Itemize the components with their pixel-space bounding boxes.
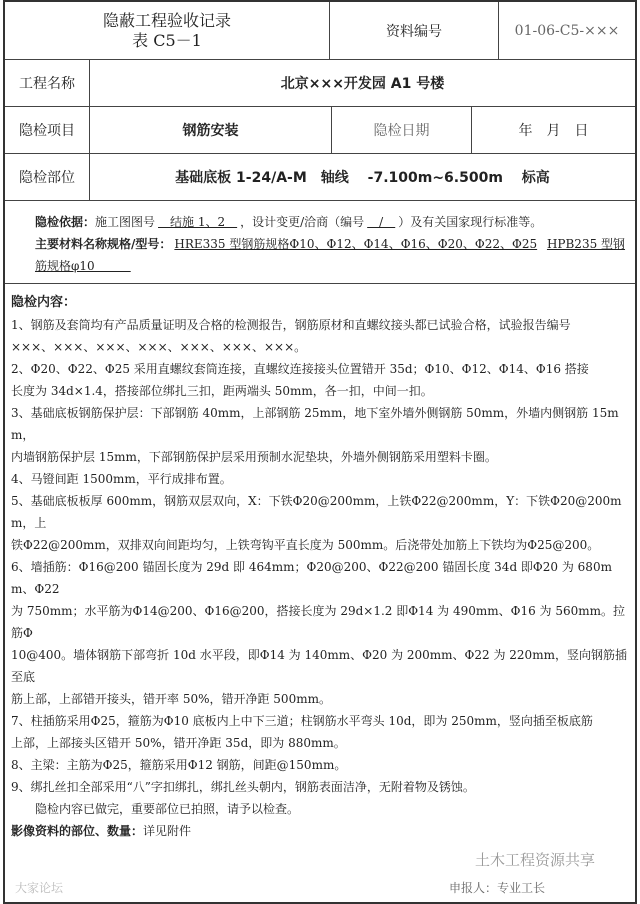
header-row xyxy=(5,2,635,60)
content-line: 5、基础底板板厚 600mm，钢筋双层双向，X：下铁Φ20@200mm，上铁Φ22@200mm，Y：下铁Φ20@200mm，上 xyxy=(11,494,622,530)
basis-label: 隐检依据： xyxy=(35,215,96,229)
date-value: 年 月 日 xyxy=(518,123,589,139)
content-line: 内墙钢筋保护层 15mm，下部钢筋保护层采用预制水泥垫块，外墙外侧钢筋采用塑料卡圈。 xyxy=(11,450,497,464)
doc-no-value: 01-06-C5-××× xyxy=(514,22,620,39)
applicant: 申报人：专业工长 xyxy=(449,881,546,895)
project-label: 工程名称 xyxy=(5,60,90,106)
materials-label: 主要材料名称规格/型号： xyxy=(35,237,172,251)
content-line: 上部，上部接头区错开 50%，错开净距 35d，即为 880mm。 xyxy=(11,736,346,750)
basis-text: 准等。 xyxy=(506,215,543,229)
inspection-record-form xyxy=(3,0,637,904)
basis-text: 施工图图号 xyxy=(95,215,156,229)
content-line: 为 750mm；水平筋为Φ14@200、Φ16@200，搭接长度为 29d×1.2 即Φ14 为 490mm、Φ16 为 560mm。拉筋Φ xyxy=(11,604,626,640)
drawing-no: 结施 1、2 xyxy=(158,215,238,229)
images-label: 影像资料的部位、数量： xyxy=(11,824,144,838)
basis-text: ，设计变更/洽商（编号 xyxy=(240,215,365,229)
title-line2: 表 C5－1 xyxy=(132,30,202,50)
content-line: ×××、×××、×××、×××、×××、×××、×××。 xyxy=(11,340,307,354)
content-line: 2、Φ20、Φ22、Φ25 采用直螺纹套筒连接，直螺纹连接接头位置错开 35d；Φ10、Φ12、Φ14、Φ16 搭接 xyxy=(11,362,589,376)
content-line: 铁Φ22@200mm，双排双向间距均匀，上铁弯钩平直长度为 500mm。后浇带处加筋上下铁均为Φ25@200。 xyxy=(11,538,600,552)
materials-spec: HPB235 型钢筋规格φ10 xyxy=(35,237,626,273)
location-value: 基础底板 1-24/A-M 轴线 -7.100m~6.500m 标高 xyxy=(175,170,550,186)
form-title xyxy=(5,2,330,59)
content-closing: 隐检内容已做完，重要部位已拍照，请予以检查。 xyxy=(35,802,300,816)
content-line: 10@400。墙体钢筋下部弯折 10d 水平段，即Φ14 为 140mm、Φ20 为 200mm、Φ22 为 220mm，竖向钢筋插至底 xyxy=(11,648,627,684)
content-line: 7、柱插筋采用Φ25，箍筋为Φ10 底板内上中下三道；柱钢筋水平弯头 10d，即为 250mm，竖向插至板底筋 xyxy=(11,714,593,728)
materials-line xyxy=(11,233,629,277)
basis-text: ）及有关国家现行标 xyxy=(398,215,507,229)
change-no: / xyxy=(367,215,396,229)
content-line: 筋上部，上部错开接头，错开率 50%，错开净距 500mm。 xyxy=(11,692,331,706)
content-line: 6、墙插筋：Φ16@200 锚固长度为 29d 即 464mm；Φ20@200、Φ22@200 锚固长度 34d 即Φ20 为 680mm、Φ22 xyxy=(11,560,612,596)
item-value: 钢筋安装 xyxy=(90,107,332,153)
content-line: 4、马镫间距 1500mm，平行成排布置。 xyxy=(11,472,232,486)
watermark-left: 大家论坛 xyxy=(15,881,64,895)
content-lines xyxy=(11,314,629,798)
images-line xyxy=(11,820,629,842)
content-line: 3、基础底板钢筋保护层：下部钢筋 40mm，上部钢筋 25mm，地下室外墙外侧钢筋 50mm，外墙内侧钢筋 15mm， xyxy=(11,406,619,442)
location-row xyxy=(5,154,635,201)
content-line: 1、钢筋及套筒均有产品质量证明及合格的检测报告，钢筋原材和直螺纹接头都已试验合格，试验报告编号 xyxy=(11,318,571,332)
doc-no-label: 资料编号 xyxy=(330,2,499,59)
content-label: 隐检内容： xyxy=(11,295,77,310)
content-line: 9、绑扎丝扣全部采用“八”字扣绑扎，绑扎丝头朝内，钢筋表面洁净，无附着物及锈蚀。 xyxy=(11,780,475,794)
location-label: 隐检部位 xyxy=(5,154,90,200)
item-row xyxy=(5,107,635,154)
content-line: 8、主梁：主筋为Φ25，箍筋采用Φ12 钢筋，间距@150mm。 xyxy=(11,758,347,772)
watermark-right: 土木工程资源共享 xyxy=(475,851,596,869)
title-line1: 隐蔽工程验收记录 xyxy=(102,10,231,30)
images-value: 详见附件 xyxy=(143,824,192,838)
content-line: 长度为 34d×1.4，搭接部位绑扎三扣，距两端头 50mm，各一扣，中间一扣。 xyxy=(11,384,433,398)
content-section xyxy=(5,284,635,902)
date-label: 隐检日期 xyxy=(332,107,472,153)
project-name: 北京×××开发园 A1 号楼 xyxy=(280,76,445,92)
basis-section xyxy=(5,201,635,284)
materials-spec: HRE335 型钢筋规格Φ10、Φ12、Φ14、Φ16、Φ20、Φ22、Φ25 xyxy=(174,237,538,251)
basis-line xyxy=(11,211,629,233)
item-label: 隐检项目 xyxy=(5,107,90,153)
project-row xyxy=(5,60,635,107)
